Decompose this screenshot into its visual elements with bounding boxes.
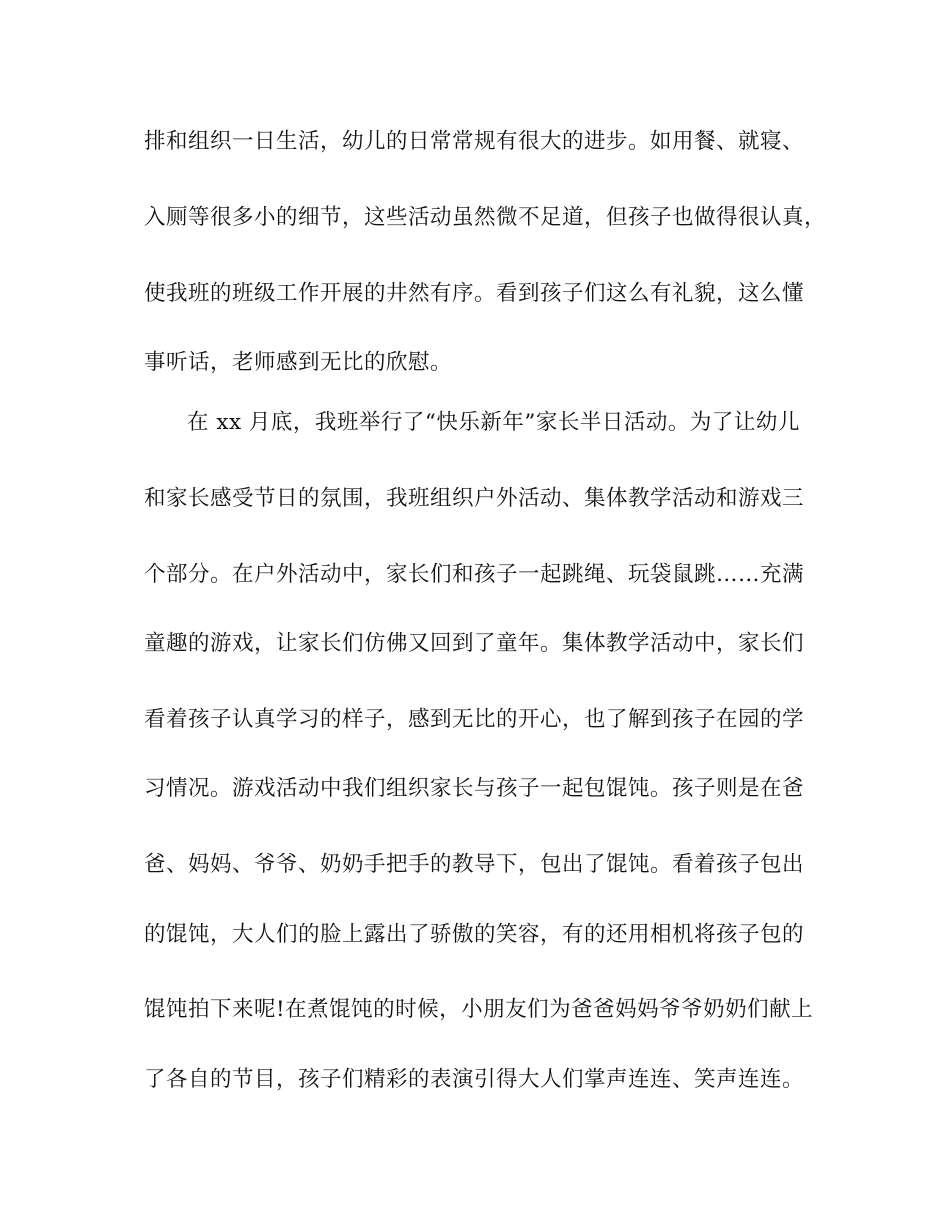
text-line: 习情况。游戏活动中我们组织家长与孩子一起包馄饨。孩子则是在爸 [144,776,805,801]
text-line: 的馄饨，大人们的脸上露出了骄傲的笑容，有的还用相机将孩子包的 [144,922,805,947]
text-line: 个部分。在户外活动中，家长们和孩子一起跳绳、玩袋鼠跳……充满 [144,562,805,587]
text-line: 事听话，老师感到无比的欣慰。 [144,350,453,375]
text-line: 和家长感受节日的氛围，我班组织户外活动、集体教学活动和游戏三 [144,486,805,511]
text-line: 了各自的节目，孩子们精彩的表演引得大人们掌声连连、笑声连连。 [144,1067,805,1092]
text-line: 童趣的游戏，让家长们仿佛又回到了童年。集体教学活动中，家长们 [144,631,805,656]
text-line: 爸、妈妈、爷爷、奶奶手把手的教导下，包出了馄饨。看着孩子包出 [144,852,805,877]
text-line: 使我班的班级工作开展的井然有序。看到孩子们这么有礼貌，这么懂 [144,281,805,306]
text-line: 看着孩子认真学习的样子，感到无比的开心，也了解到孩子在园的学 [144,707,805,732]
text-line: 在 xx 月底，我班举行了“快乐新年”家长半日活动。为了让幼儿 [187,410,800,435]
text-line: 排和组织一日生活，幼儿的日常常规有很大的进步。如用餐、就寝、 [144,129,805,154]
text-line: 入厕等很多小的细节，这些活动虽然微不足道，但孩子也做得很认真， [144,205,827,230]
text-line: 馄饨拍下来呢!在煮馄饨的时候，小朋友们为爸爸妈妈爷爷奶奶们献上 [144,997,814,1022]
